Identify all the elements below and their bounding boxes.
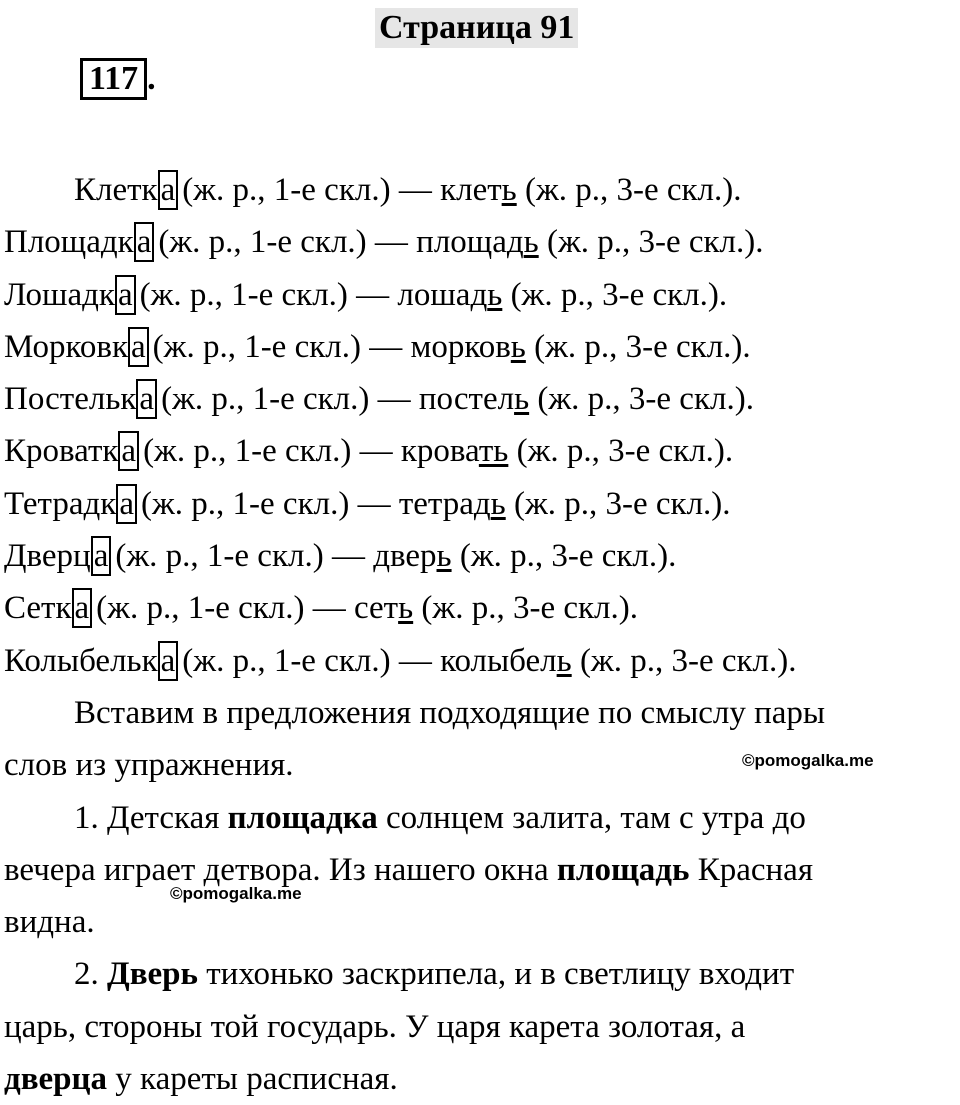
exercise-dot: .: [147, 60, 156, 97]
grammar-note: (ж. р., 1-е скл.) —: [152, 328, 411, 365]
word-pair-line: [4, 478, 954, 530]
grammar-note: (ж. р., 1-е скл.) —: [115, 538, 374, 575]
watermark: ©pomogalka.me: [742, 751, 874, 770]
word-stem: клет: [440, 172, 502, 208]
text-run: Красная: [689, 851, 814, 888]
intro-text: Вставим в предложения подходящие по смыслу пары: [74, 694, 826, 731]
word-stem: Клетк: [74, 172, 158, 208]
word-pair-line: [4, 164, 954, 216]
soft-sign: ь: [510, 328, 526, 365]
text-run: 1. Детская: [74, 799, 228, 836]
sentence-2-line-3: [4, 1053, 954, 1105]
word-stem: площад: [416, 224, 524, 261]
ending-box: а: [136, 379, 157, 419]
text-run: царь, стороны той государь. У царя карета золотая, а: [4, 1008, 746, 1045]
word-stem: лошад: [397, 276, 488, 313]
sentence-1-line-2: [4, 844, 954, 896]
text-run: видна.: [4, 904, 95, 941]
grammar-note: (ж. р., 1-е скл.) —: [158, 224, 417, 261]
grammar-note: (ж. р., 3-е скл.).: [525, 328, 751, 365]
exercise-number-block: [80, 58, 156, 100]
word-stem: постел: [418, 381, 515, 418]
word-stem: колыбел: [440, 642, 557, 679]
word-stem: морков: [410, 328, 511, 365]
word-pair-line: [4, 373, 954, 425]
text-run: у кареты расписная.: [107, 1061, 398, 1098]
sentence-2-line-1: [4, 948, 954, 1000]
word-stem: Тетрадк: [4, 485, 117, 522]
word-stem: Сетк: [4, 590, 72, 627]
word-stem: сет: [353, 590, 399, 627]
ending-box: а: [158, 641, 179, 681]
grammar-note: (ж. р., 1-е скл.) —: [143, 433, 401, 470]
exercise-text: [4, 164, 954, 1105]
word-stem: Морковк: [4, 328, 128, 365]
word-stem: Колыбельк: [4, 642, 158, 679]
word-stem: двер: [373, 538, 437, 575]
grammar-note: (ж. р., 1-е скл.) —: [182, 642, 441, 679]
word-pair-line: [4, 425, 954, 477]
soft-sign: ь: [487, 276, 503, 313]
word-stem: Лошадк: [4, 276, 115, 313]
grammar-note: (ж. р., 3-е скл.).: [516, 172, 742, 208]
word-stem: Кроватк: [4, 433, 119, 470]
soft-sign: ь: [490, 485, 506, 522]
grammar-note: (ж. р., 3-е скл.).: [538, 224, 764, 261]
soft-sign: ь: [523, 224, 539, 261]
soft-sign: ь: [398, 590, 414, 627]
grammar-note: (ж. р., 3-е скл.).: [451, 538, 677, 575]
word-stem: крова: [400, 433, 479, 470]
ending-box: а: [128, 327, 149, 367]
exercise-number: 117: [80, 58, 147, 100]
word-pair-line: [4, 321, 954, 373]
soft-sign: ь: [501, 172, 517, 208]
grammar-note: (ж. р., 3-е скл.).: [508, 433, 734, 470]
intro-text-end: слов из упражнения.: [4, 747, 294, 784]
grammar-note: (ж. р., 3-е скл.).: [529, 381, 754, 418]
soft-sign: ь: [514, 381, 530, 418]
word-pair-line: [4, 582, 954, 634]
ending-box: а: [134, 222, 155, 262]
sentence-2-line-2: [4, 1001, 954, 1053]
word-stem: Постельк: [4, 381, 137, 418]
word-pair-line: [4, 269, 954, 321]
text-run: тихонько заскрипела, и в светлицу входит: [197, 956, 795, 993]
bold-word: дверца: [4, 1061, 108, 1098]
word-stem: Дверц: [4, 538, 91, 575]
bold-word: Дверь: [107, 956, 198, 993]
grammar-note: (ж. р., 1-е скл.) —: [141, 485, 399, 522]
soft-sign: ть: [478, 433, 509, 470]
word-pair-line: [4, 216, 954, 268]
grammar-note: (ж. р., 1-е скл.) —: [96, 590, 354, 627]
word-stem: Площадк: [4, 224, 134, 261]
word-pair-line: [4, 635, 954, 687]
page-title: Страница 91: [375, 8, 578, 48]
ending-box: а: [91, 536, 112, 576]
grammar-note: (ж. р., 1-е скл.) —: [139, 276, 398, 313]
grammar-note: (ж. р., 1-е скл.) —: [182, 172, 441, 208]
sentence-1-line-1: [4, 792, 954, 844]
word-pairs-list: [4, 164, 954, 687]
sentence-1-line-3: [4, 896, 954, 948]
soft-sign: ь: [436, 538, 452, 575]
grammar-note: (ж. р., 3-е скл.).: [413, 590, 638, 627]
word-stem: тетрад: [398, 485, 491, 522]
grammar-note: (ж. р., 3-е скл.).: [571, 642, 797, 679]
grammar-note: (ж. р., 3-е скл.).: [502, 276, 728, 313]
bold-word: площадка: [227, 799, 378, 836]
ending-box: а: [158, 170, 179, 210]
ending-box: а: [115, 275, 136, 315]
text-run: вечера играет детвора. Из нашего окна: [4, 851, 557, 888]
ending-box: а: [72, 588, 93, 628]
watermark: ©pomogalka.me: [170, 884, 302, 903]
soft-sign: ь: [556, 642, 572, 679]
text-run: 2.: [74, 956, 107, 993]
ending-box: а: [116, 484, 137, 524]
text-run: солнцем залита, там с утра до: [377, 799, 806, 836]
grammar-note: (ж. р., 1-е скл.) —: [161, 381, 419, 418]
bold-word: площадь: [556, 851, 690, 888]
intro-line-1: [4, 687, 954, 739]
word-pair-line: [4, 530, 954, 582]
ending-box: а: [118, 431, 139, 471]
grammar-note: (ж. р., 3-е скл.).: [505, 485, 731, 522]
